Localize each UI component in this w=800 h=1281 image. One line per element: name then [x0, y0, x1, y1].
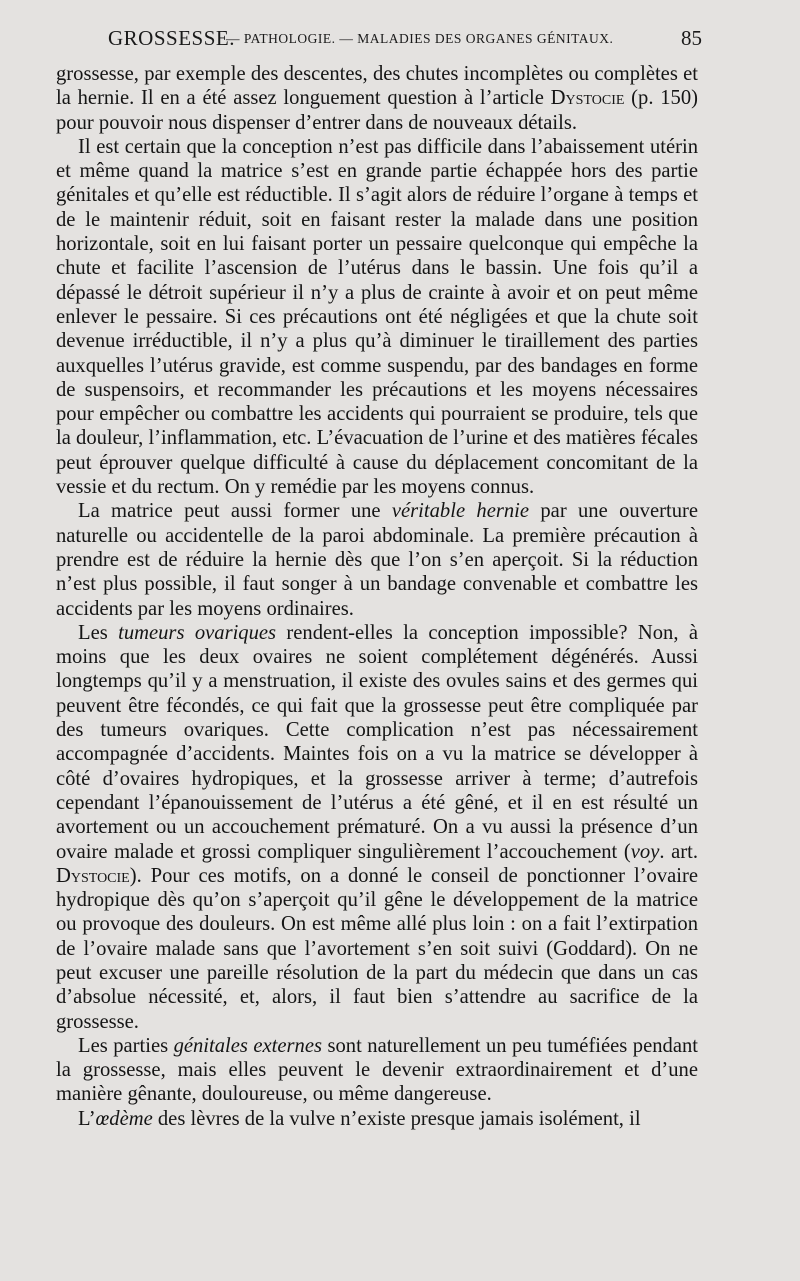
emphasis: génitales externes — [173, 1034, 323, 1057]
text-run: Les parties — [78, 1034, 174, 1057]
emphasis: tumeurs ovariques — [118, 621, 277, 644]
paragraph-2: Il est certain que la conception n’est pas difficile dans l’abaissement utérin et même quand la matrice s’est en grande partie échappée hors des partie génitales et qu’elle est réductible. Il s’agit alors de réduire l’organe à temps et de le maintenir réduit, soit en faisant rester la malade dans une position horizontale, soit en lui faisant porter un pessaire quelconque qui empêche la chute et facilite l’ascension de l’utérus dans le bassin. Une fois qu’il a dépassé le détroit supérieur il n’y a plus de crainte à avoir et on peut même enlever le pessaire. Si ces précautions ont été négligées et que la chute soit devenue irréductible, il n’y a plus qu’à diminuer le tiraillement des parties auxquelles l’utérus gravide, est comme suspendu, par des bandages en forme de suspensoirs, et recommander les précautions et les moyens nécessaires pour empêcher ou combattre les accidents qui pourraient se produire, tels que la douleur, l’inflammation, etc. L’évacuation de l’urine et des matières fécales peut éprouver quelque difficulté à cause du déplacement concomitant de la vessie et du rectum. On y remédie par les moyens connus. — [56, 135, 698, 499]
paragraph-4 — [56, 621, 698, 1034]
text-run: (p. 150) pour pouvoir nous dispenser d’entrer dans de nouveaux détails. — [56, 87, 698, 134]
text-run: sont naturellement un peu tuméfiées pendant la grossesse, mais elles peuvent le devenir extraordinairement et d’une manière gênante, douloureuse, ou même dangereuse. — [56, 1034, 698, 1106]
text-run: ). Pour ces motifs, on a donné le conseil de ponctionner l’ovaire hydropique dès qu’on s’aperçoit qu’il gêne le développement de la matrice ou provoque des douleurs. On est même allé plus loin : on a fait l’extirpation de l’ovaire malade sans que l’avortement s’en soit suivi (Goddard). On ne peut excuser une pareille résolution de la part du médecin que dans un cas d’absolue nécessité, et, alors, il faut bien s’attendre au sacrifice de la grossesse. — [56, 864, 698, 1033]
paragraph-6 — [56, 1107, 698, 1131]
paragraph-1 — [56, 62, 698, 135]
cross-reference: Dystocie — [56, 864, 130, 887]
page-number: 85 — [681, 26, 702, 50]
text-run: rendent-elles la conception impossible? Non, à moins que les deux ovaires ne soient complétement dégénérés. Aussi longtemps qu’il y a menstruation, il existe des ovules sains et des germes qui peuvent être fécondés, ce qui fait que la grossesse peut être compliquée par des tumeurs ovariques. Cette complication n’est pas nécessairement accompagnée d’accidents. Maintes fois on a vu la matrice se développer à côté d’ovaires hydropiques, et la grossesse arriver à terme; d’autrefois cependant l’épanouissement de l’utérus a été gêné, et il en est résulté un avortement ou un accouchement prématuré. On a vu aussi la présence d’un ovaire malade et grossi compliquer singulièrement l’accouchement ( — [56, 621, 698, 863]
emphasis: voy — [630, 840, 660, 863]
cross-reference: Dystocie — [550, 87, 625, 110]
text-run: par une ouverture naturelle ou accidentelle de la paroi abdominale. La première précaution à prendre est de réduire la hernie dès que l’on s’en aperçoit. Si la réduction n’est plus possible, il faut songer à un bandage convenable et combattre les accidents par les moyens ordinaires. — [56, 500, 698, 620]
emphasis: œdème — [95, 1107, 153, 1130]
body-text — [56, 62, 698, 1131]
header-title: GROSSESSE. — [108, 26, 235, 50]
paragraph-5 — [56, 1034, 698, 1107]
emphasis: véritable hernie — [391, 500, 530, 523]
text-run: . art. — [659, 840, 698, 863]
running-header — [108, 24, 708, 54]
paragraph-3 — [56, 499, 698, 620]
text-run: grossesse, par exemple des descentes, des chutes incomplètes ou complètes et la hernie. Il en a été assez longuement question à l’article — [56, 63, 698, 110]
text-run: des lèvres de la vulve n’existe presque jamais isolément, il — [152, 1107, 641, 1130]
text-run: L’ — [78, 1107, 96, 1130]
text-run: Les — [78, 621, 119, 644]
header-subtitle: — PATHOLOGIE. — MALADIES DES ORGANES GÉNITAUX. — [226, 31, 614, 46]
text-run: La matrice peut aussi former une — [78, 500, 392, 523]
